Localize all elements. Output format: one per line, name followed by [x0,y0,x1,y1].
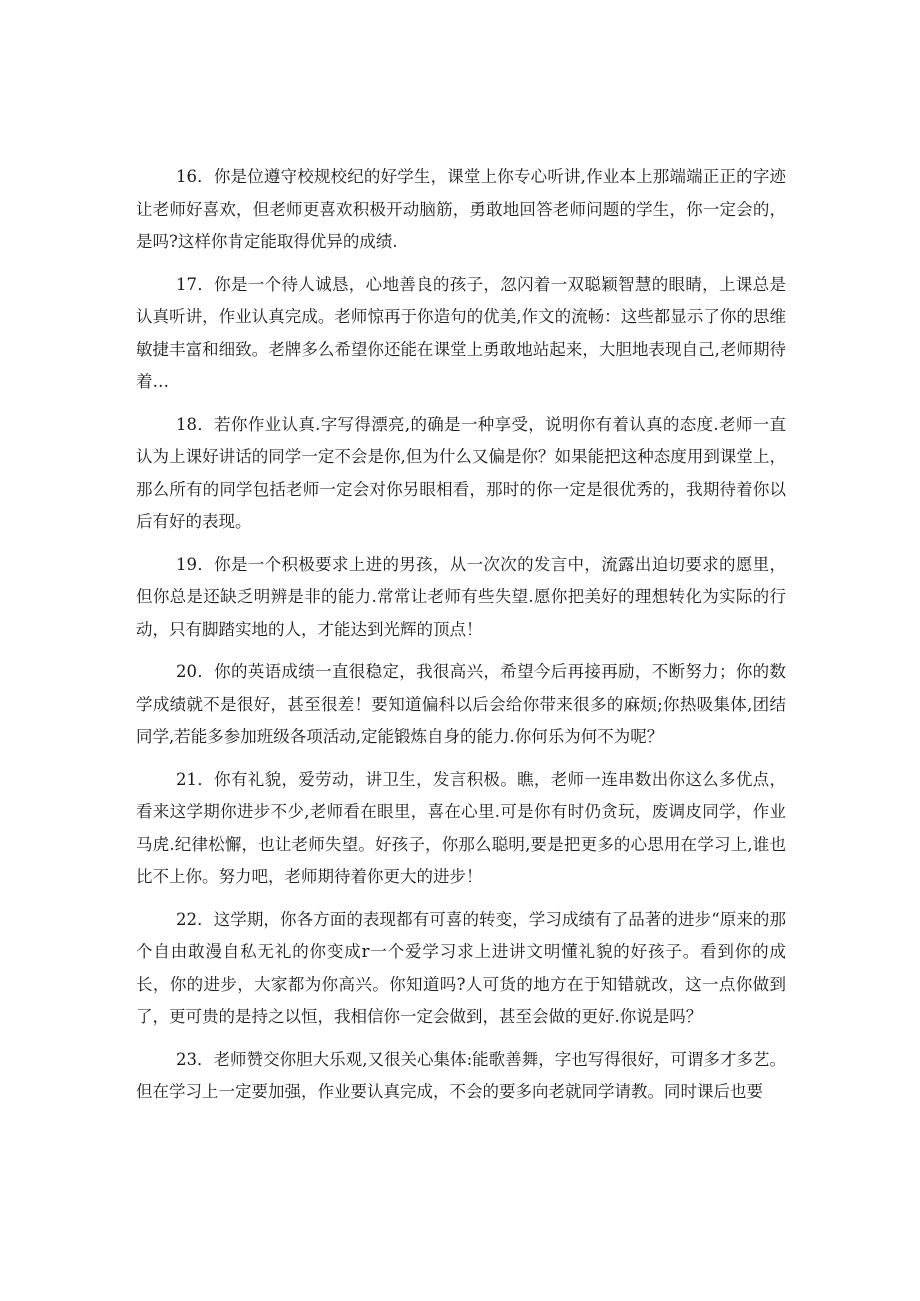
document-body [136,161,786,1119]
comment-paragraph-19: 19．你是一个积极要求上进的男孩，从一次次的发言中，流露出迫切要求的愿里，但你总是还缺乏明辨是非的能力.常常让老师有些失望.愿你把美好的理想转化为实际的行动，只有脚踏实地的人，才能达到光辉的顶点！ [136,554,786,639]
comment-paragraph-23: 23．老师赞交你胆大乐观,又很关心集体:能歌善舞，字也写得很好，可谓多才多艺。但在学习上一定要加强，作业要认真完成，不会的要多向老就同学请教。同时课后也要 [136,1049,786,1101]
comment-paragraph-22: 22．这学期，你各方面的表现都有可喜的转变，学习成绩有了品著的进步“原来的那个自由敢漫自私无礼的你变成r一个爱学习求上进讲文明懂礼貌的好孩子。看到你的成长，你的进步，大家都为你高兴。你知道吗?人可货的地方在于知错就改，这一点你做到了，更可贵的是持之以恒，我相信你一定会做到，甚至会做的更好.你说是吗？ [136,909,786,1026]
comment-paragraph-17: 17．你是一个待人诚恳，心地善良的孩子，忽闪着一双聪颖智慧的眼睛，上课总是认真听讲，作业认真完成。老师惊再于你造句的优美,作文的流畅：这些都显示了你的思维敏捷丰富和细致。老牌多么希望你还能在课堂上勇敢地站起来，大胆地表现自己,老师期待着… [136,274,786,391]
comment-paragraph-18: 18．若你作业认真.字写得漂亮,的确是一种享受，说明你有着认真的态度.老师一直认为上课好讲话的同学一定不会是你,但为什么又偏是你？如果能把这种态度用到课堂上，那么所有的同学包括老师一定会对你另眼相看，那时的你一定是很优秀的，我期待着你以后有好的表现。 [136,414,786,531]
comment-paragraph-21: 21．你有礼貌，爱劳动，讲卫生，发言积极。瞧，老师一连串数出你这么多优点，看来这学期你进步不少,老师看在眼里，喜在心里.可是你有时仍贪玩，废调皮同学，作业马虎.纪律松懈，也让老师失望。好孩子，你那么聪明,要是把更多的心思用在学习上,谁也比不上你。努力吧，老师期待着你更大的进步！ [136,769,786,886]
comment-paragraph-20: 20．你的英语成绩一直很稳定，我很高兴，希望今后再接再励，不断努力；你的数学成绩就不是很好，甚至很差！要知道偏科以后会给你带来很多的麻烦;你热吸集体,团结同学,若能多参加班级各项活动,定能锻炼自身的能力.你何乐为何不为呢？ [136,662,786,746]
comment-paragraph-16: 16．你是位遵守校规校纪的好学生，课堂上你专心听讲,作业本上那端端正正的字迹让老师好喜欢，但老师更喜欢积极开动脑筋，勇敢地回答老师问题的学生，你一定会的，是吗?这样你肯定能取得优异的成绩. [136,167,786,251]
